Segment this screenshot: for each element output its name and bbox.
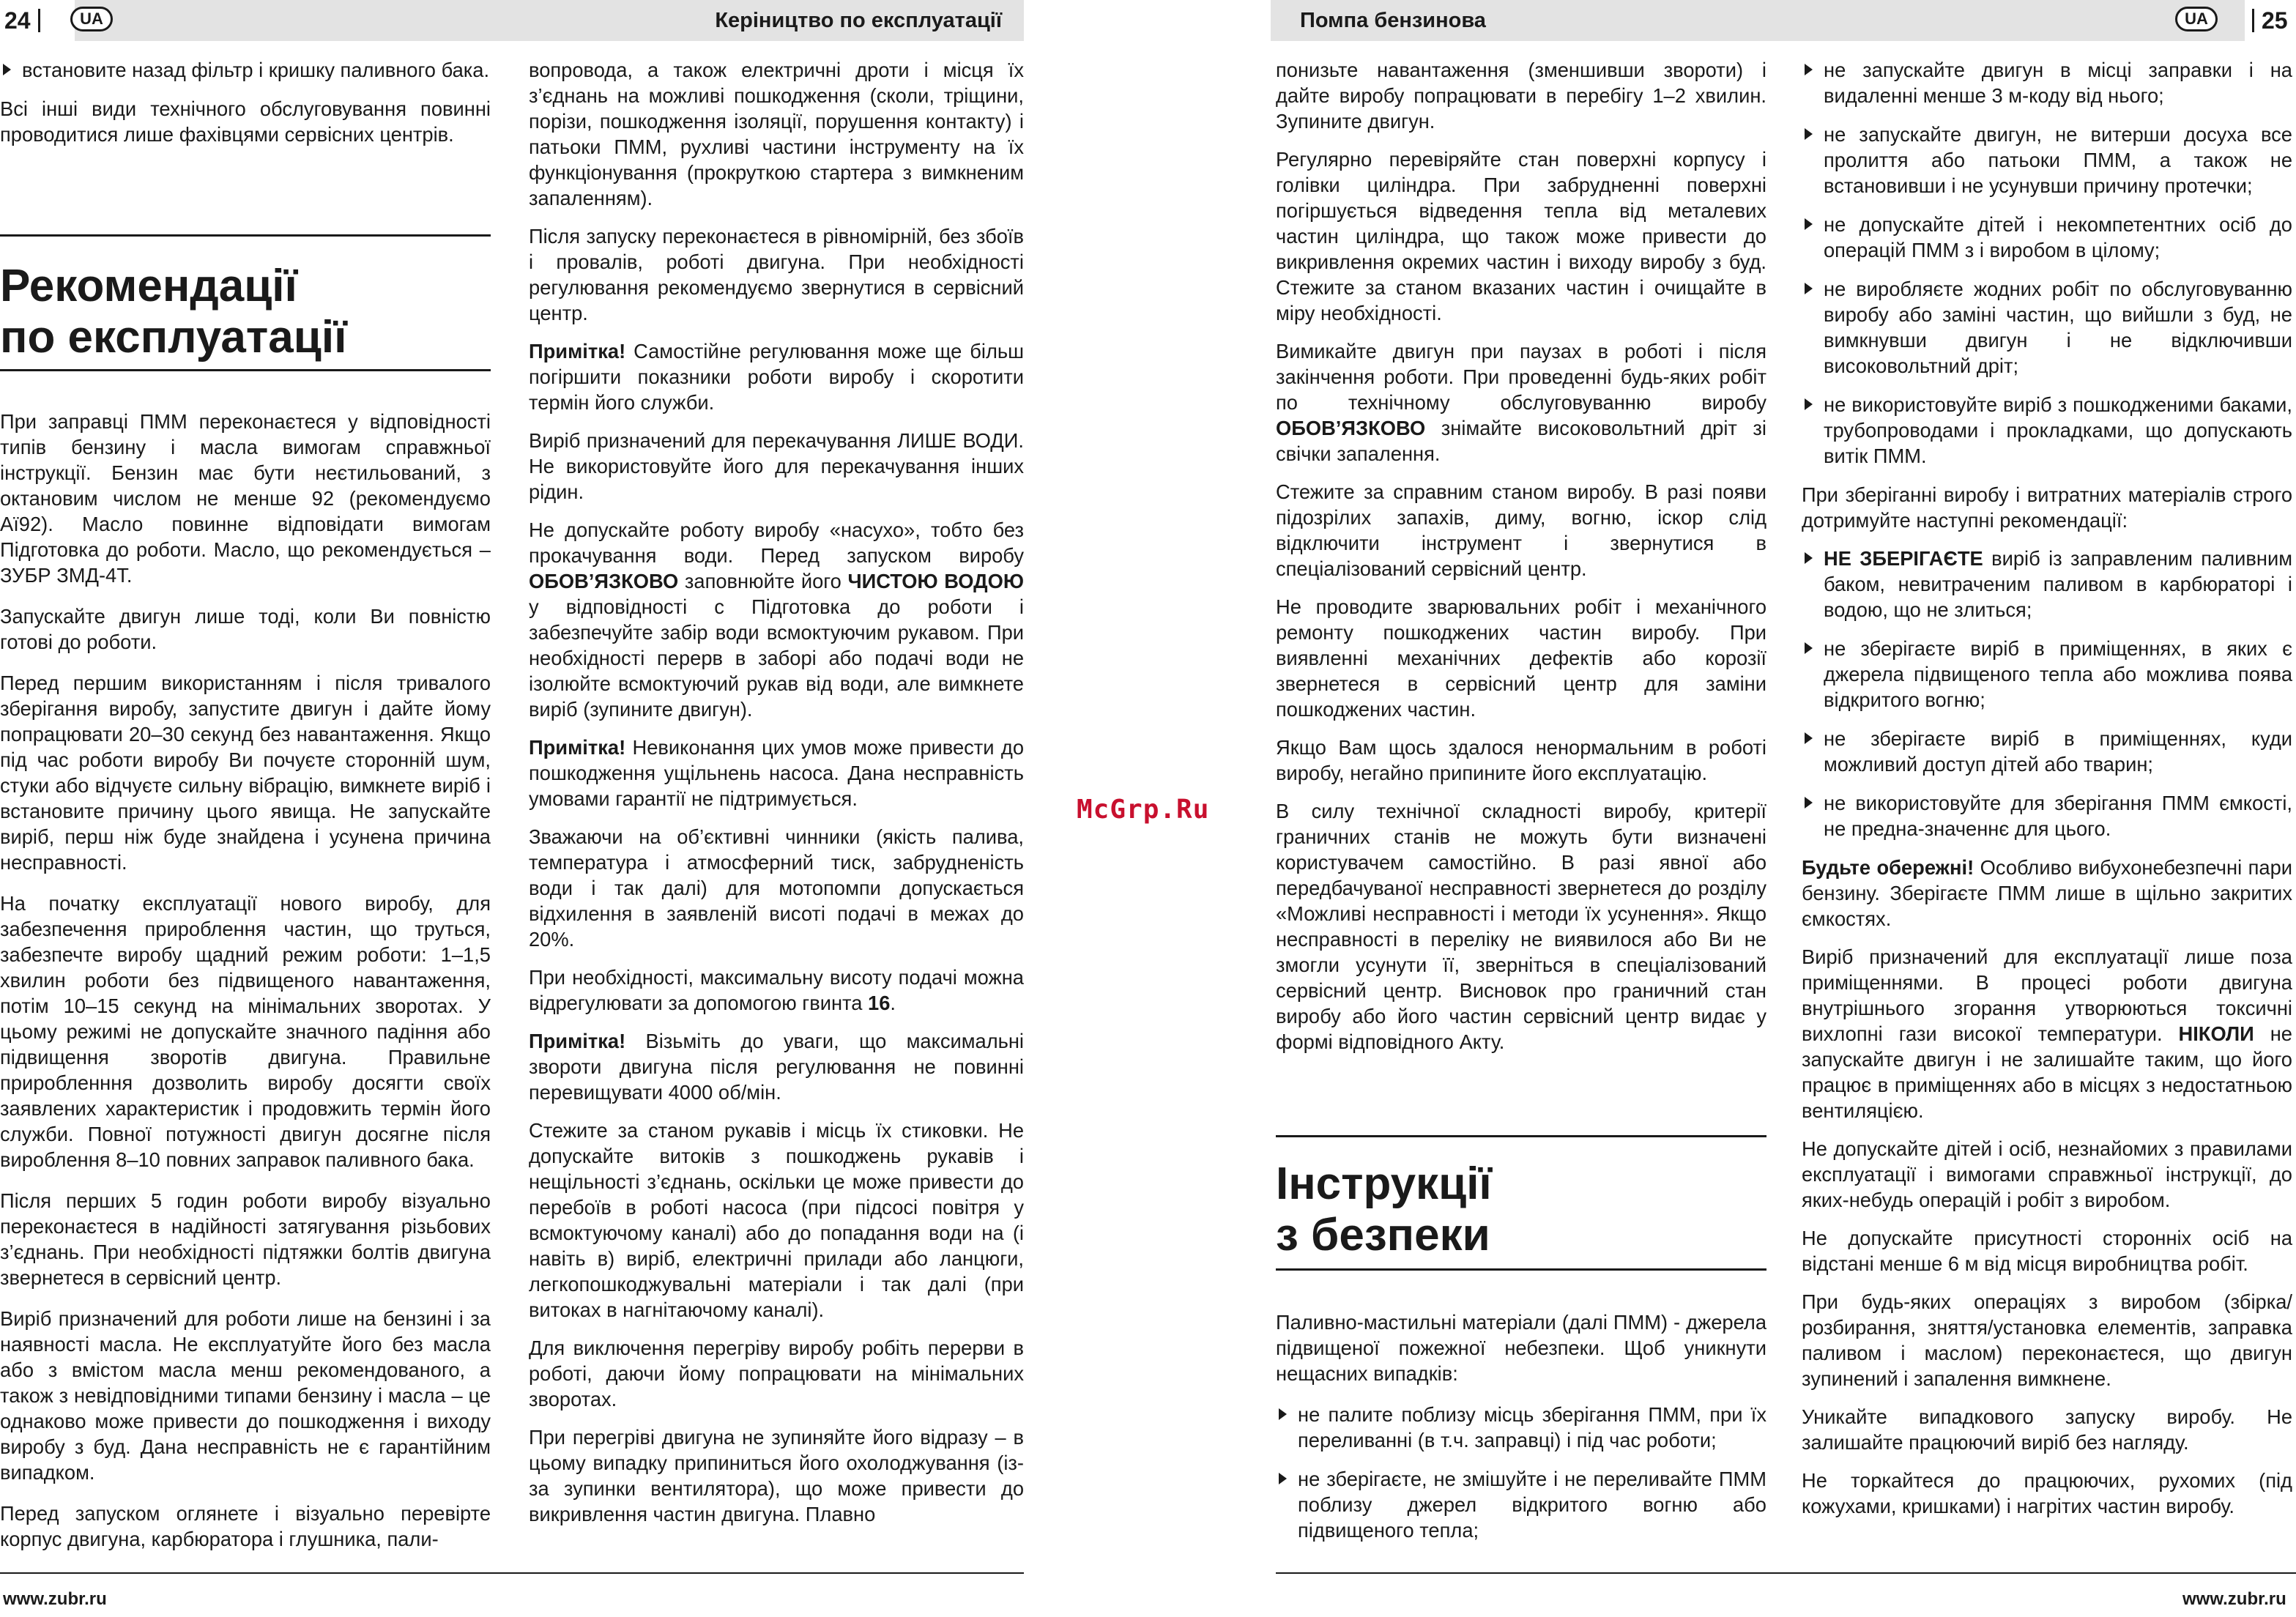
list-item: встановите назад фільтр і кришку паливного бака. [0,57,491,83]
right-page [1271,0,2296,1617]
section-divider [0,369,491,371]
right-column-2 [1802,57,2292,1531]
page-header [75,0,1024,41]
right-column-1-safety [1276,1309,1766,1556]
left-page [0,0,1025,1617]
heading-line: по експлуатації [0,312,347,363]
language-badge: UA [70,7,113,31]
list-item: не використовуйте виріб з пошкодженими баками, трубопроводами і прокладками, що допускають витік ПММ. [1802,392,2292,469]
left-column-2 [529,57,1024,1539]
paragraph: понизьте навантаження (зменшивши звороти) і дайте виробу попрацювати в перебігу 1–2 хвилин. Зупините двигун. [1276,59,1766,133]
watermark: McGrp.Ru [1077,795,1210,825]
list-item: не зберігаєте виріб в приміщеннях, в яких є джерела підвищеного тепла або можлива поява відкритого вогню; [1802,636,2292,713]
paragraph: Перед першим використанням і після тривалого зберігання виробу, запустите двигун і дайте йому попрацювати 20–30 секунд без навантаження. Якщо під час роботи виробу Ви почуєте сторонній шум, стуки або відчуєте сильну вібрацію, вимкнете виріб і встановите причину цього явища. Не запускайте виріб, перш ніж буде знайдена і усунена причина несправності. [0,672,491,874]
list-item: не виробляєте жодних робіт по обслуговуванню виробу або заміні частин, що вийшли з буд, не вимкнувши двигун і не відключивши високовольтний дріт; [1802,276,2292,379]
footer-rule [0,1572,1024,1574]
paragraph: Виріб призначений для експлуатації лише поза приміщеннями. В процесі роботи двигуна внутрішнього згорання утворюються токсичні вихлопні гази високої температури. НІКОЛИ не запускайте двигун і не залишайте таким, що його працює в приміщеннях або в місцях з недостатньою вентиляцією. [1802,945,2292,1122]
footer-url[interactable]: www.zubr.ru [3,1589,107,1609]
list-item: не запускайте двигун, не витерши досуха все пролиття або патьоки ПММ, а також не встановивши і не усунувши причину протечки; [1802,122,2292,198]
paragraph: Виріб призначений для роботи лише на бензині і за наявності масла. Не експлуатуйте його без масла або з вмістом масла менш рекомендованого, а також з невідповідними типами бензину і масла – це однаково може привести до пошкодження і виходу виробу з буд. Дана несправність не є гарантійним випадком. [0,1307,491,1484]
paragraph: Після перших 5 годин роботи виробу візуально переконаєтеся в надійності затягування різьбових з’єднань. При необхідності підтяжки болтів двигуна звернетеся в сервісний центр. [0,1189,491,1289]
paragraph: Вимикайте двигун при паузах в роботі і після закінчення роботи. При проведенні будь-яких робіт по технічному обслуговуванню виробу ОБОВ’ЯЗКОВО знімайте високовольтний дріт зі свічки запалення. [1276,340,1766,465]
page-number: 25 [2245,0,2288,41]
paragraph: Не торкайтеся до працюючих, рухомих (під кожухами, кришками) і нагрітих частин виробу. [1802,1469,2292,1517]
note-label: Примітка! [529,736,626,759]
header-title: Помпа бензинова [1300,8,1486,32]
list-item: не зберігаєте виріб в приміщеннях, куди можливий доступ дітей або тварин; [1802,726,2292,777]
warning: Будьте обережні! Особливо вибухонебезпечні пари бензину. Зберігаєте ПММ лише в щільно закритих ємкостях. [1802,856,2292,930]
list-item: не допускайте дітей і некомпетентних осіб до операцій ПММ з і виробом в цілому; [1802,212,2292,263]
note-label: Примітка! [529,1030,626,1052]
section-heading [1276,1159,1766,1261]
paragraph: Стежите за справним станом виробу. В разі появи підозрілих запахів, диму, вогню, іскор слід відключити інструмент і звернутися в спеціалізований сервісний центр. [1276,480,1766,580]
paragraph: Після запуску переконаєтеся в рівномірній, без збоїв і провалів, роботі двигуна. При необхідності регулювання рекомендуємо звернутися в сервісний центр. [529,225,1024,324]
list-item: НЕ ЗБЕРІГАЄТЕ виріб із заправленим паливним баком, невитраченим паливом в карбюраторі і водою, що не злиться; [1802,546,2292,622]
paragraph: Зважаючи на об’єктивні чинники (якість палива, температура і атмосферний тиск, забрудненість води і так далі) для мотопомпи допускається відхилення в заявленій висоті подачі в межах до 20%. [529,825,1024,951]
section-divider [0,234,491,237]
left-column-1-body [0,409,491,1567]
section-divider [1276,1268,1766,1271]
right-column-1 [1276,57,1766,1067]
divider [2252,9,2254,32]
heading-line: Інструкції [1276,1159,1492,1209]
paragraph: Для виключення перегріву виробу робіть перерви в роботі, даючи йому попрацювати на мінімальних зворотах. [529,1337,1024,1410]
divider [38,9,40,32]
note: Примітка! Невиконання цих умов може привести до пошкодження ущільнень насоса. Дана несправність умовами гарантії не підтримується. [529,736,1024,810]
footer-url[interactable]: www.zubr.ru [2182,1589,2286,1609]
footer-rule [1276,1572,2296,1574]
paragraph: Не допускайте роботу виробу «насухо», тобто без прокачування води. Перед запуском виробу ОБОВ’ЯЗКОВО заповнюйте його ЧИСТОЮ ВОДОЮ у відповідності с Підготовка до роботи і забезпечуйте забір води всмоктуючим рукавом. При необхідності перерв в заборі або подачі води не ізолюйте всмоктуючий рукав від води, але вимкнете виріб (зупините двигун). [529,518,1024,721]
section-divider [1276,1135,1766,1137]
paragraph: Уникайте випадкового запуску виробу. Не залишайте працюючий виріб без нагляду. [1802,1405,2292,1454]
paragraph: Якщо Вам щось здалося ненормальним в роботі виробу, негайно припините його експлуатацію. [1276,736,1766,784]
page-header [1271,0,2259,41]
paragraph: В силу технічної складності виробу, критерії граничних станів не можуть бути визначені користувачем самостійно. В разі явної або передбачуваної несправності звернетеся до розділу «Можливі несправності і методи їх усунення». Якщо несправності в переліку не виявилося або Ви не змогли усунути її, зверніться в спеціалізований сервісний центр. Висновок про граничний стан виробу або його частин сервісний центр видає у формі відповідного Акту. [1276,800,1766,1053]
paragraph: Не допускайте дітей і осіб, незнайомих з правилами експлуатації і вимогами справжньої інструкції, до яких-небудь операцій і робіт з виробом. [1802,1137,2292,1211]
note: Примітка! Візьміть до уваги, що максимальні звороти двигуна після регулювання не повинні перевищувати 4000 об/мін. [529,1030,1024,1104]
list-item: не палите поблизу місць зберігання ПММ, при їх переливанні (в т.ч. заправці) і під час роботи; [1276,1402,1766,1453]
paragraph: Стежите за станом рукавів і місць їх стиковки. Не допускайте витоків з пошкоджень рукавів і нещільності з’єднань, оскільки це може привести до перебоїв в роботі насоса (при підсосі повітря у всмоктуючому каналі) або до попадання води на (і навіть в) виріб, електричні прилади або ланцюги, легкопошкоджувальні матеріали і так далі (при витоках в нагнітаючому каналі). [529,1119,1024,1321]
paragraph: Перед запуском оглянете і візуально перевірте корпус двигуна, карбюратора і глушника, пали- [0,1502,491,1550]
list-item: не використовуйте для зберігання ПММ ємкості, не предна-значеннє для цього. [1802,790,2292,841]
list-item: не зберігаєте, не змішуйте і не переливайте ПММ поблизу джерел відкритого вогню або підвищеного тепла; [1276,1466,1766,1543]
header-title: Керіництво по експлуатації [715,8,1002,32]
paragraph: Регулярно перевіряйте стан поверхні корпусу і голівки циліндра. При забрудненні поверхні погіршується відведення тепла від металевих частин циліндра, що також може привести до викривлення окремих частин і виходу виробу з буд. Стежите за станом вказаних частин і очищайте в міру необхідності. [1276,148,1766,324]
paragraph: вопровода, а також електричні дроти і місця їх з’єднань на можливі пошкодження (сколи, тріщини, порізи, пошкодження ізоляції, порушення контакту) і патьоки ПММ, рухливі частини інструменту на їх функціонування (прокруткою стартера з вимкненим запаленням). [529,59,1024,209]
paragraph: На початку експлуатації нового виробу, для забезпечення прироблення частин, що труться, забезпечте виробу щадний режим роботи: 1–1,5 хвилин роботи без підвищеного навантаження, потім 10–15 секунд на мінімальних зворотах. У цьому режимі не допускайте значного падіння або підвищення зворотів двигуна. Правильне приробленння дозволить виробу досягти своїх заявлених характеристик і продовжить термін його служби. Повної потужності двигун досягне після вироблення 8–10 повних заправок паливного бака. [0,892,491,1171]
page-number: 24 [4,0,48,41]
paragraph: Всі інші види технічного обслуговування повинні проводитися лише фахівцями сервісних центрів. [0,97,491,146]
list-item: не запускайте двигун в місці заправки і на видаленні менше 3 м-коду від нього; [1802,57,2292,108]
paragraph: Паливно-мастильні матеріали (далі ПММ) - джерела підвищеної пожежної небезпеки. Щоб уникнути нещасних випадків: [1276,1311,1766,1385]
language-badge: UA [2175,7,2218,31]
note-label: Примітка! [529,340,626,363]
paragraph: Запускайте двигун лише тоді, коли Ви повністю готові до роботи. [0,605,491,653]
note: Примітка! Самостійне регулювання може ще більш погіршити показники роботи виробу і скоротити термін його служби. [529,340,1024,414]
paragraph: Не проводите зварювальних робіт і механічного ремонту пошкоджених частин виробу. При виявленні механічних дефектів або корозії звернетеся в сервісний центр для заміни пошкоджених частин. [1276,595,1766,721]
heading-line: Рекомендації [0,261,297,311]
paragraph: При будь-яких операціях з виробом (збірка/розбирання, зняття/установка елементів, заправка паливом і маслом) переконаєтеся, що двигун зупинений і запалення вимкнене. [1802,1290,2292,1390]
paragraph: При перегріві двигуна не зупиняйте його відразу – в цьому випадку припиниться його охолоджування (із-за зупинки вентилятора), що може привести до викривлення частин двигуна. Плавно [529,1426,1024,1525]
paragraph: Не допускайте присутності сторонніх осіб на відстані менше 6 м від місця виробництва робіт. [1802,1227,2292,1275]
paragraph: При необхідності, максимальну висоту подачі можна відрегулювати за допомогою гвинта 16. [529,966,1024,1014]
paragraph: Виріб призначений для перекачування ЛИШЕ ВОДИ. Не використовуйте його для перекачування інших рідин. [529,429,1024,503]
heading-line: з безпеки [1276,1210,1490,1260]
paragraph: При заправці ПММ переконаєтеся у відповідності типів бензину і масла вимогам справжньої інструкції. Бензин має бути неєтильований, з октановим числом не менше 92 (рекомендуємо Аї92). Масло повинне відповідати вимогам Підготовка до роботи. Масло, що рекомендується – ЗУБР ЗМД-4Т. [0,410,491,587]
paragraph: При зберіганні виробу і витратних матеріалів строго дотримуйте наступні рекомендації: [1802,483,2292,532]
section-heading [0,261,491,363]
left-column-1 [0,57,491,160]
